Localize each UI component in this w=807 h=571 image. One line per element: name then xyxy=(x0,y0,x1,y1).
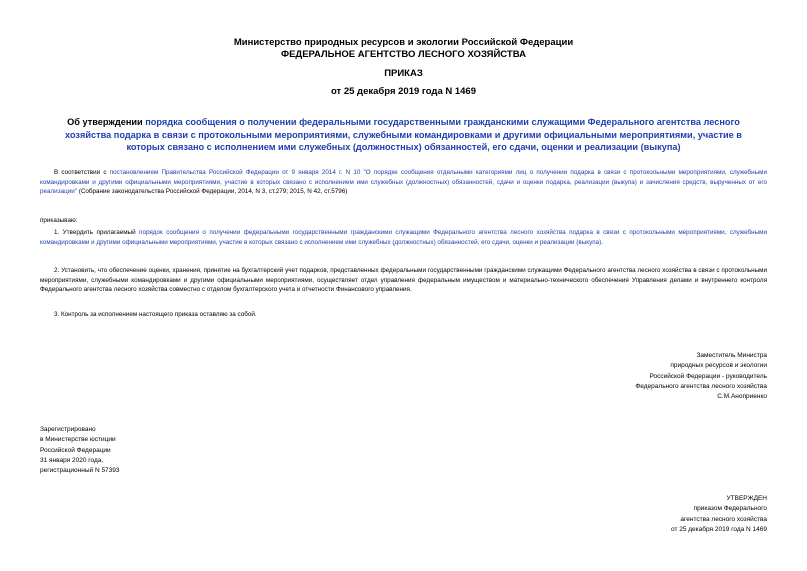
registration-line: Зарегистрировано xyxy=(40,426,96,433)
signature-line: Российской Федерации - руководитель xyxy=(649,372,767,380)
signature-line: Федерального агентства лесного хозяйства xyxy=(635,382,767,390)
item-1-prefix: 1. Утвердить прилагаемый xyxy=(54,229,140,236)
registration-line: в Министерстве юстиции xyxy=(40,436,116,444)
order-word: приказываю: xyxy=(40,217,78,224)
signature-line: Заместитель Министра xyxy=(696,352,767,359)
approval-line: УТВЕРЖДЕН xyxy=(726,495,767,502)
document-date-number: от 25 декабря 2019 года N 1469 xyxy=(330,86,476,97)
item-1-paragraph xyxy=(40,228,767,247)
registration-line: 31 января 2020 года, xyxy=(40,456,104,464)
signature-line: природных ресурсов и экологии xyxy=(670,362,767,370)
preamble-text-start: В соответствии с xyxy=(54,169,110,176)
approval-line: приказом Федерального xyxy=(693,505,767,513)
registration-block xyxy=(40,425,120,476)
document-title xyxy=(48,116,759,154)
signatory-name: С.М.Аноприенко xyxy=(717,393,767,401)
preamble-resolution-link[interactable]: постановлением Правительства Российской Федерации от 9 января 2014 г. N 10 "О порядке сообщения отдельными категориями лиц о получении подарка в связи с протокольными мероприятиями, служебными командировками и другими официальными мероприятиями, участие в которых связано с исполнением ими служебных (должностных) обязанностей, сдачи и оценки подарка, реализации (выкупа) и зачисления средств, вырученных от его реализации" xyxy=(40,169,767,196)
title-prefix: Об утверждении xyxy=(67,117,146,127)
agency-name: ФЕДЕРАЛЬНОЕ АГЕНТСТВО ЛЕСНОГО ХОЗЯЙСТВА xyxy=(280,49,526,60)
registration-line: Российской Федерации xyxy=(40,446,111,454)
signature-block xyxy=(635,351,767,402)
approval-line: от 25 декабря 2019 года N 1469 xyxy=(670,525,767,533)
ministry-name: Министерство природных ресурсов и экологии Российской Федерации xyxy=(233,37,574,48)
title-link[interactable]: порядка сообщения о получении федеральными государственными гражданскими служащими Федерального агентства лесного хозяйства подарка в связи с протокольными мероприятиями, служебными командировками и другими официальными мероприятиями, участие в которых связано с исполнением ими служебных (должностных) обязанностей, его сдачи, оценки и реализации (выкупа) xyxy=(65,117,742,152)
item-2-paragraph: 2. Установить, что обеспечение оценки, хранения, принятие на бухгалтерский учет подарков, представленных федеральными государственными гражданскими служащими Федерального агентства лесного хозяйства в связи с протокольными мероприятиями, служебными командировками и другими официальными мероприятиями, осуществляет отдел управления федеральным имуществом и материально-технического обеспечения Управления делами и внутреннего контроля Федерального агентства лесного хозяйства совместно с отделом бухгалтерского учета и отчетности Финансового управления. xyxy=(40,267,767,294)
item-1-procedure-link[interactable]: порядок сообщения о получении федеральными государственными гражданскими служащими Федерального агентства лесного хозяйства подарка в связи с протокольными мероприятиями, служебными командировками и другими официальными мероприятиями, участие в которых связано с исполнением ими служебных (должностных) обязанностей, его сдачи, оценки и реализации (выкупа) xyxy=(40,229,767,246)
document-header xyxy=(40,37,767,61)
document-type: ПРИКАЗ xyxy=(384,68,423,79)
approval-line: агентства лесного хозяйства xyxy=(680,515,767,523)
item-3-paragraph: 3. Контроль за исполнением настоящего приказа оставляю за собой. xyxy=(54,311,257,318)
item-1-suffix: . xyxy=(601,238,604,246)
approval-block xyxy=(671,494,767,535)
preamble-text-end: (Собрание законодательства Российской Федерации, 2014, N 3, ст.279; 2015, N 42, ст.5796) xyxy=(76,188,348,196)
registration-number: регистрационный N 57393 xyxy=(40,467,120,475)
preamble-paragraph xyxy=(40,168,767,197)
